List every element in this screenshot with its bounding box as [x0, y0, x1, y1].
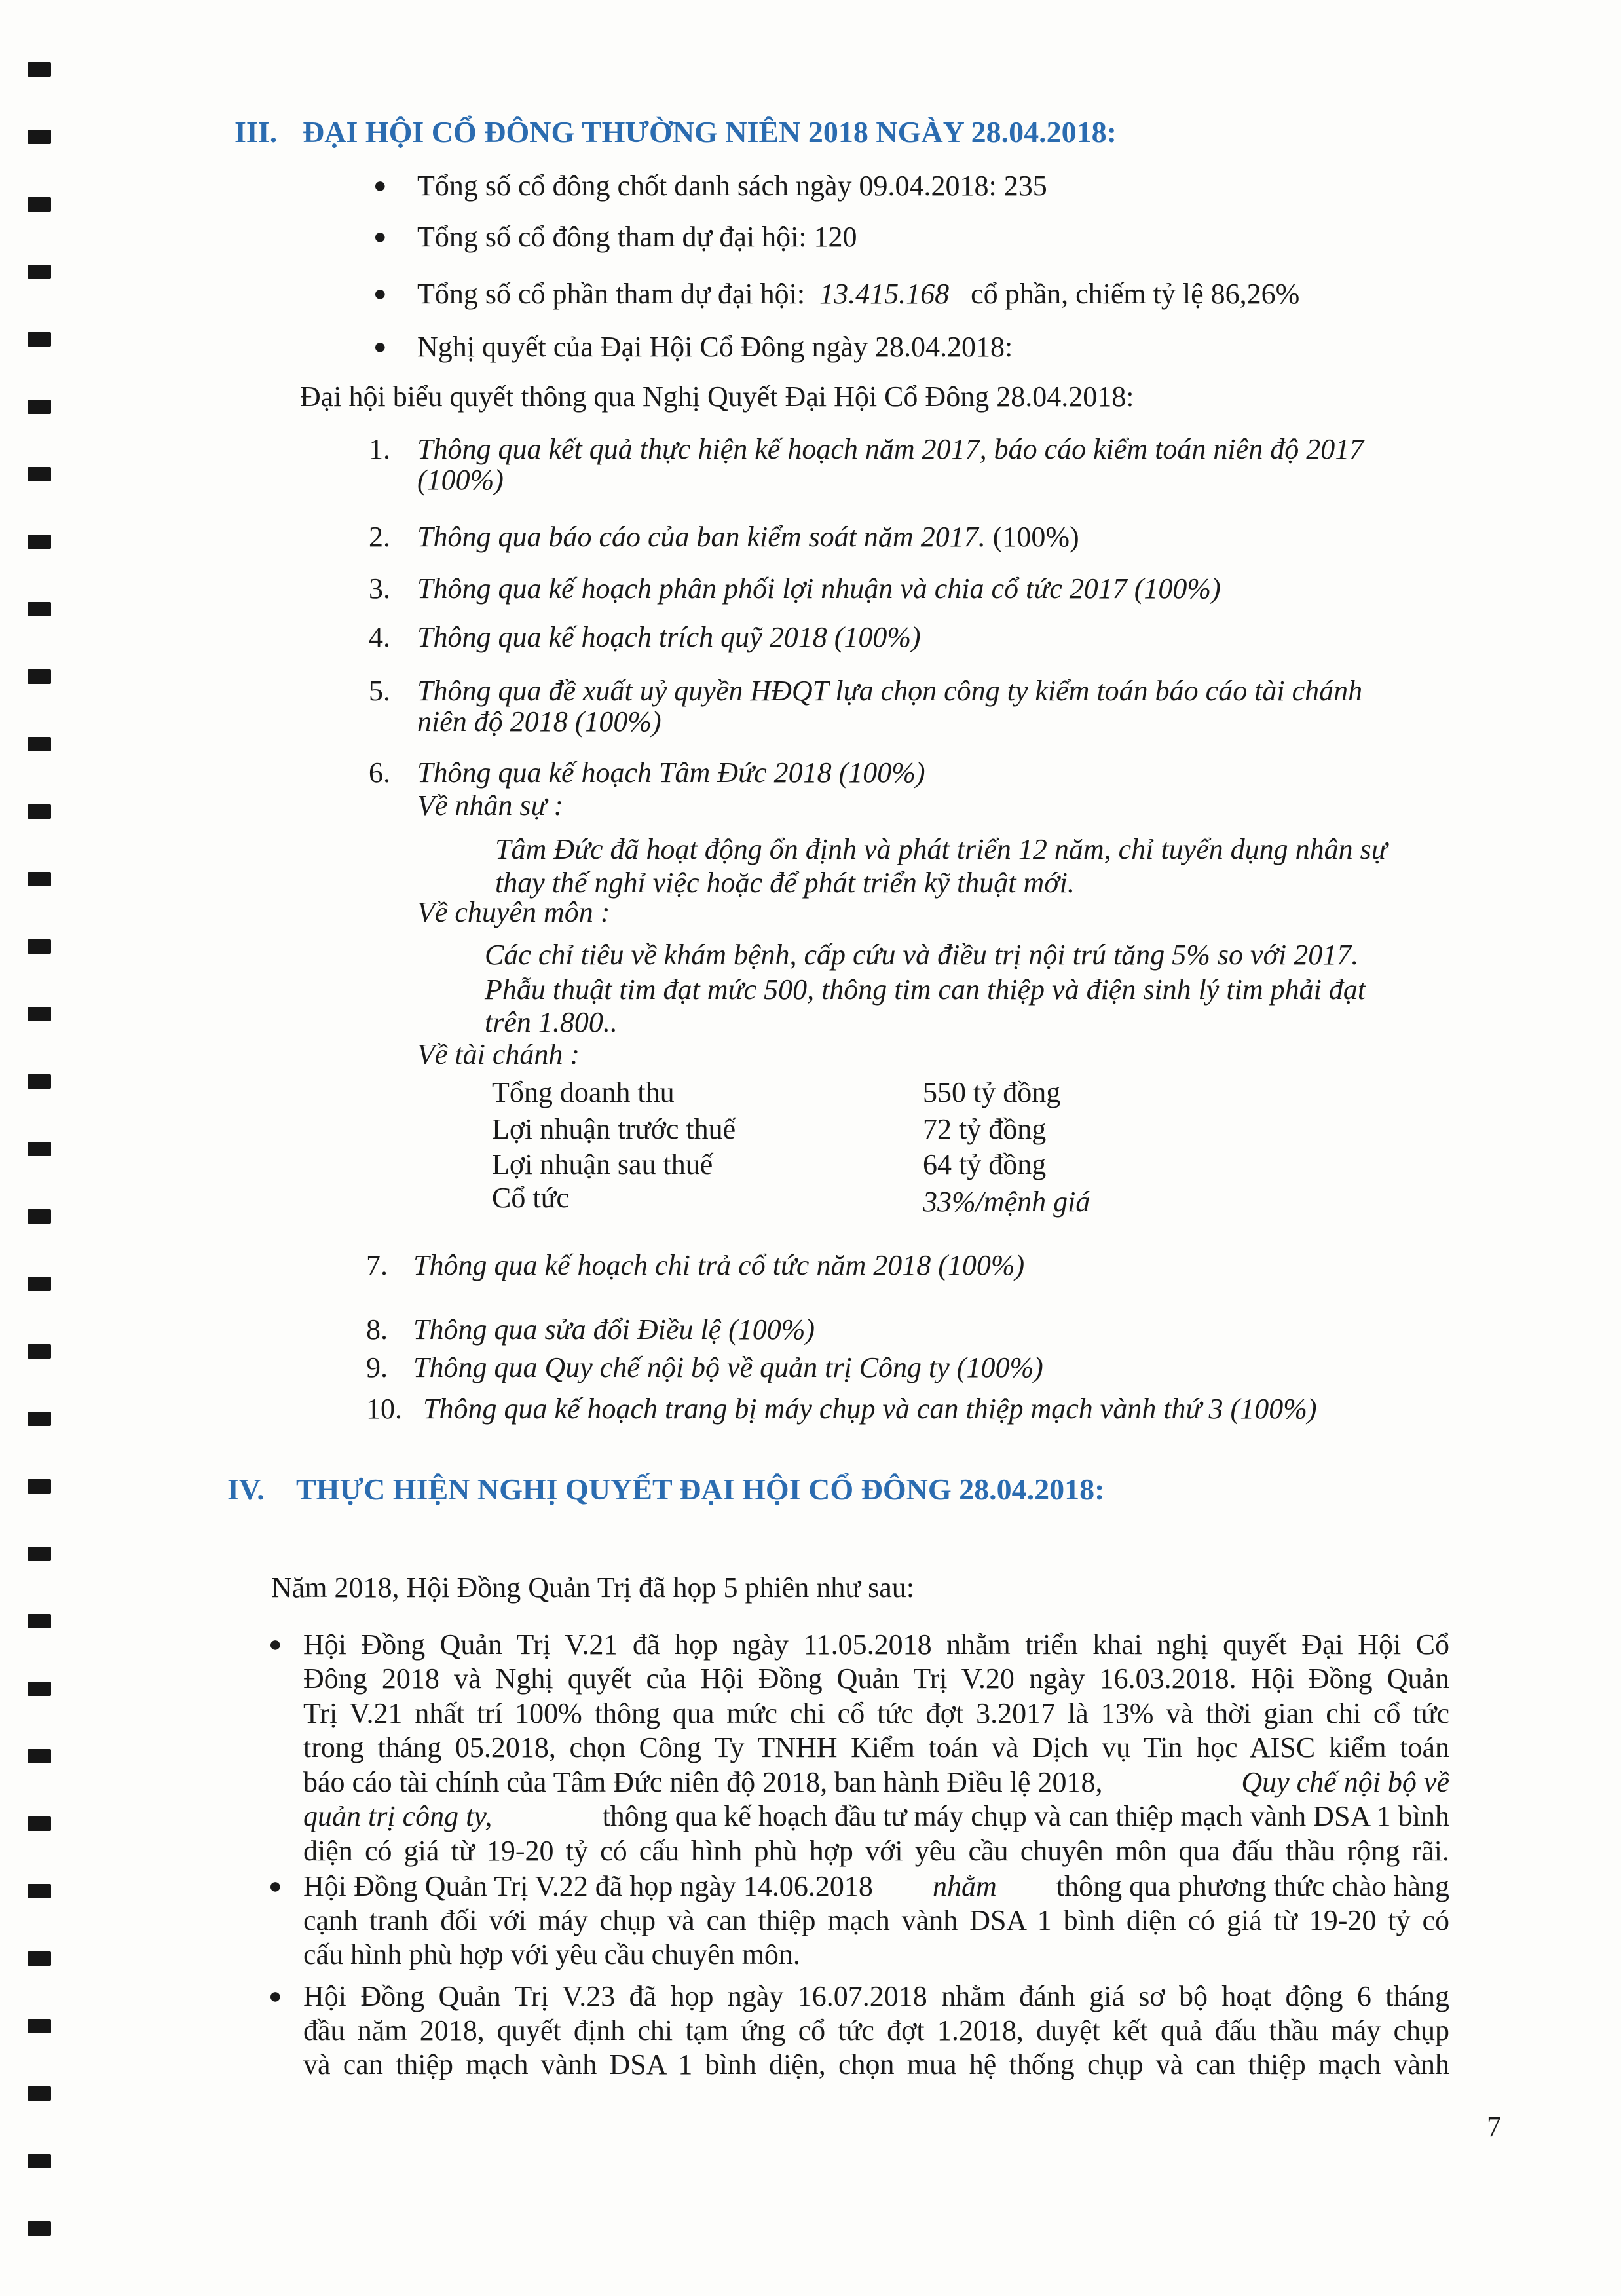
bullet-text: Nghị quyết của Đại Hội Cổ Đông ngày 28.04.2018: [417, 331, 1013, 363]
expertise-text: Các chỉ tiêu về khám bệnh, cấp cứu và điều trị nội trú tăng 5% so với 2017. [485, 939, 1359, 971]
bullet-text: Tổng số cổ đông tham dự đại hội: 120 [417, 221, 857, 253]
bullet-icon: ● [269, 1632, 282, 1657]
binding-hole [28, 1547, 51, 1561]
binding-hole [28, 1749, 51, 1763]
binding-hole [28, 535, 51, 549]
binding-hole [28, 602, 51, 616]
meeting-line [303, 1799, 1449, 1834]
finance-row-value: 550 tỷ đồng [923, 1076, 1061, 1108]
meeting-line: cấu hình phù hợp với yêu cầu chuyên môn. [303, 1938, 800, 1970]
bullet-icon: ● [269, 1874, 282, 1898]
item-text: Thông qua kế hoạch trang bị máy chụp và can thiệp mạch vành thứ 3 (100%) [423, 1393, 1317, 1425]
meeting-line: diện có giá từ 19-20 tỷ có cấu hình phù hợp với yêu cầu chuyên môn qua đấu thầu rộng rãi. [303, 1835, 1449, 1867]
item-number: 5. [369, 675, 390, 707]
expertise-label: Về chuyên môn : [417, 896, 610, 928]
binding-hole [28, 467, 51, 481]
binding-hole [28, 1412, 51, 1426]
staff-text: Tâm Đức đã hoạt động ổn định và phát triển 12 năm, chỉ tuyển dụng nhân sự [495, 833, 1387, 865]
binding-hole [28, 1682, 51, 1696]
binding-hole [28, 197, 51, 212]
binding-hole [28, 2086, 51, 2101]
binding-hole [28, 1884, 51, 1898]
binding-hole [28, 2221, 51, 2236]
finance-row-value: 33%/mệnh giá [923, 1186, 1090, 1218]
item-number: 6. [369, 757, 390, 789]
binding-hole [28, 1344, 51, 1359]
finance-row-label: Cổ tức [492, 1182, 569, 1214]
meeting-line [303, 1765, 1449, 1799]
binding-hole [28, 1074, 51, 1089]
bullet-icon: ● [269, 1984, 282, 2008]
finance-row-label: Lợi nhuận trước thuế [492, 1113, 736, 1145]
meeting-text: báo cáo tài chính của Tâm Đức niên độ 2018, ban hành Điều lệ 2018, [303, 1766, 1103, 1798]
meetings-intro: Năm 2018, Hội Đồng Quản Trị đã họp 5 phiên như sau: [271, 1571, 915, 1604]
meeting-text-italic: quản trị công ty, [303, 1800, 493, 1832]
shares-label: Tổng số cổ phần tham dự đại hội: [417, 278, 806, 310]
section-3-number: III. [234, 115, 278, 149]
binding-hole [28, 669, 51, 684]
item-text: Thông qua kết quả thực hiện kế hoạch năm 2017, báo cáo kiểm toán niên độ 2017 [417, 433, 1364, 465]
binding-hole [28, 1951, 51, 1966]
meeting-line: Hội Đồng Quản Trị V.23 đã họp ngày 16.07.2018 nhằm đánh giá sơ bộ hoạt động 6 tháng [303, 1980, 1449, 2012]
item-number: 9. [366, 1351, 388, 1383]
item-text: Thông qua kế hoạch trích quỹ 2018 (100%) [417, 621, 921, 653]
binding-hole [28, 737, 51, 751]
section-4-title: THỰC HIỆN NGHỊ QUYẾT ĐẠI HỘI CỔ ĐÔNG 28.04.2018: [296, 1473, 1105, 1506]
binding-hole [28, 332, 51, 347]
shares-suffix: cổ phần, chiếm tỷ lệ 86,26% [971, 278, 1300, 310]
bullet-icon: ● [373, 335, 387, 359]
item-text: Thông qua kế hoạch phân phối lợi nhuận và chia cổ tức 2017 (100%) [417, 573, 1221, 605]
meeting-line: và can thiệp mạch vành DSA 1 bình diện, chọn mua hệ thống chụp và can thiệp mạch vành [303, 2048, 1449, 2080]
finance-row-label: Lợi nhuận sau thuế [492, 1148, 713, 1180]
item-text: Thông qua sửa đổi Điều lệ (100%) [413, 1313, 815, 1346]
binding-hole [28, 1277, 51, 1291]
item-text: niên độ 2018 (100%) [417, 706, 661, 738]
item-number: 3. [369, 573, 390, 605]
item-text [417, 520, 1079, 554]
item-text: Thông qua kế hoạch chi trả cổ tức năm 2018 (100%) [413, 1249, 1025, 1281]
finance-row-value: 72 tỷ đồng [923, 1113, 1047, 1145]
item-number: 10. [366, 1393, 402, 1425]
binding-hole [28, 872, 51, 886]
meeting-text-italic: nhằm [933, 1870, 997, 1902]
meeting-line: trong tháng 05.2018, chọn Công Ty TNHH Kiểm toán và Dịch vụ Tin học AISC kiểm toán [303, 1731, 1449, 1763]
meeting-line: đầu năm 2018, quyết định chi tạm ứng cổ tức đợt 1.2018, duyệt kết quả đấu thầu máy chụp [303, 2014, 1449, 2046]
meeting-text: thông qua phương thức chào hàng [1056, 1870, 1449, 1902]
binding-hole [28, 400, 51, 414]
meeting-line: Đông 2018 và Nghị quyết của Hội Đồng Quản Trị V.20 ngày 16.03.2018. Hội Đồng Quản [303, 1663, 1449, 1695]
staff-text: thay thế nghỉ việc hoặc để phát triển kỹ thuật mới. [495, 867, 1075, 899]
meeting-line: cạnh tranh đối với máy chụp và can thiệp mạch vành DSA 1 bình diện có giá từ 19-20 tỷ có [303, 1904, 1449, 1936]
item-number: 2. [369, 521, 390, 553]
meeting-line: Hội Đồng Quản Trị V.21 đã họp ngày 11.05.2018 nhằm triển khai nghị quyết Đại Hội Cổ [303, 1628, 1449, 1661]
meeting-text-italic: Quy chế nội bộ về [1241, 1766, 1449, 1798]
binding-hole [28, 939, 51, 954]
expertise-text: trên 1.800.. [485, 1006, 618, 1038]
item-number: 1. [369, 433, 390, 465]
binding-hole [28, 1209, 51, 1224]
meeting-line: Trị V.21 nhất trí 100% thông qua mức chi cổ tức đợt 3.2017 là 13% và thời gian chi cổ tức [303, 1697, 1449, 1729]
finance-label: Về tài chánh : [417, 1038, 580, 1070]
resolution-intro: Đại hội biểu quyết thông qua Nghị Quyết Đại Hội Cổ Đông 28.04.2018: [300, 381, 1134, 413]
binding-hole [28, 1007, 51, 1021]
binding-hole [28, 130, 51, 144]
binding-hole [28, 1614, 51, 1628]
binding-hole [28, 804, 51, 819]
binding-hole [28, 1816, 51, 1831]
item-text: Thông qua Quy chế nội bộ về quản trị Công ty (100%) [413, 1351, 1043, 1383]
binding-hole [28, 2154, 51, 2168]
item-number: 7. [366, 1249, 388, 1281]
binding-hole [28, 1479, 51, 1494]
bullet-text [417, 277, 1299, 311]
item-text: Thông qua kế hoạch Tâm Đức 2018 (100%) [417, 757, 925, 789]
bullet-icon: ● [373, 225, 387, 249]
finance-row-label: Tổng doanh thu [492, 1076, 675, 1108]
shares-value: 13.415.168 [819, 278, 950, 310]
item-number: 8. [366, 1313, 388, 1346]
item-text-main: Thông qua báo cáo của ban kiểm soát năm 2017. [417, 521, 986, 553]
meeting-line [303, 1870, 1449, 1904]
item-text: Thông qua đề xuất uỷ quyền HĐQT lựa chọn công ty kiểm toán báo cáo tài chánh [417, 675, 1363, 707]
item-text: (100%) [417, 464, 504, 496]
bullet-icon: ● [373, 282, 387, 306]
binding-hole [28, 2019, 51, 2033]
binding-hole [28, 1142, 51, 1156]
section-4-number: IV. [227, 1473, 265, 1506]
staff-label: Về nhân sự : [417, 789, 564, 821]
item-percent: (100%) [992, 521, 1079, 553]
bullet-icon: ● [373, 174, 387, 198]
finance-row-value: 64 tỷ đồng [923, 1148, 1047, 1180]
binding-hole [28, 265, 51, 279]
page-number: 7 [1487, 2111, 1501, 2143]
meeting-text: thông qua kế hoạch đầu tư máy chụp và can thiệp mạch vành DSA 1 bình [602, 1800, 1449, 1832]
section-3-title: ĐẠI HỘI CỔ ĐÔNG THƯỜNG NIÊN 2018 NGÀY 28.04.2018: [303, 115, 1117, 149]
expertise-text: Phẫu thuật tim đạt mức 500, thông tim can thiệp và điện sinh lý tim phải đạt [485, 973, 1366, 1006]
meeting-text: Hội Đồng Quản Trị V.22 đã họp ngày 14.06.2018 [303, 1870, 873, 1902]
bullet-text: Tổng số cổ đông chốt danh sách ngày 09.04.2018: 235 [417, 170, 1047, 202]
item-number: 4. [369, 621, 390, 653]
binding-hole [28, 62, 51, 77]
